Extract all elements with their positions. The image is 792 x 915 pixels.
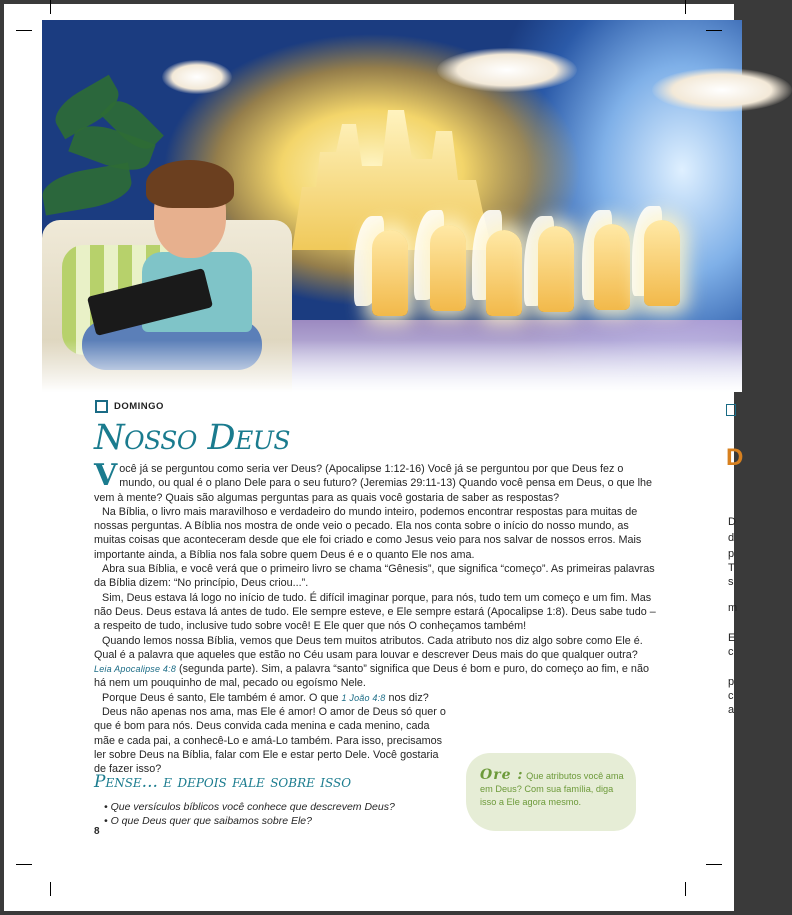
plant-leaf — [39, 162, 134, 215]
paragraph: Sim, Deus estava lá logo no início de tudo. É difícil imaginar porque, para nós, tudo tem um começo e um fim. Mas não Deus. Deus estava lá antes de tudo. Ele sempre esteve, e Ele sempre estará (Apocalipse 1:8). Deus sabe tudo – a respeito de tudo, inclusive tudo sobre você! E Ele quer que nós O conheçamos também! — [94, 591, 656, 633]
crop-mark — [50, 882, 51, 896]
day-label: DOMINGO — [114, 401, 164, 412]
paragraph: Na Bíblia, o livro mais maravilhoso e verdadeiro do mundo inteiro, podemos encontrar respostas para muitas de nossas perguntas. A Bíblia nos mostra de onde veio o pecado. Ela nos conta sobre o início do nosso mundo, as muitas coisas que aconteceram desde que ele foi criado e como Jesus veio para nos salvar de nossos erros. Mais importante ainda, a Bíblia nos fala sobre quem Deus é e o quanto Ele nos ama. — [94, 505, 642, 561]
facing-page-edge: D D d p T s m E c p c a — [724, 404, 738, 764]
lesson-title: Nosso Deus — [94, 418, 291, 458]
paragraph-text: Quando lemos nossa Bíblia, vemos que Deus tem muitos atributos. Cada atributo nos diz algo sobre como Ele é. Qual é a palavra que aqueles que estão no Céu usam para louvar e descrever Deus mais do que qualquer outra? — [94, 634, 643, 661]
page-number: 8 — [94, 826, 100, 837]
hero-fade — [42, 340, 742, 392]
boy-hair — [146, 160, 234, 208]
bible-reference: Leia Apocalipse 4:8 — [94, 664, 177, 675]
think-heading: Pense... e depois fale sobre isso — [94, 772, 352, 792]
angel — [486, 230, 522, 316]
question-item: • O que Deus quer que saibamos sobre Ele? — [104, 815, 312, 827]
paragraph: Abra sua Bíblia, e você verá que o primeiro livro se chama “Gênesis”, que significa “começo”. As primeiras palavras da Bíblia dizem: “No princípio, Deus criou...”. — [94, 563, 655, 590]
pray-callout — [466, 753, 636, 831]
paragraph-text: nos diz? — [388, 691, 429, 704]
paragraph-text: Porque Deus é santo, Ele também é amor. O que — [102, 691, 339, 704]
bible-reference: 1 João 4:8 — [341, 692, 386, 703]
crop-mark — [16, 30, 32, 31]
checkbox-square-icon — [726, 404, 736, 416]
question-list — [104, 800, 395, 828]
flying-angel — [652, 68, 792, 112]
crop-mark — [16, 864, 32, 865]
dove-icon — [162, 60, 232, 94]
paragraph: Deus não apenas nos ama, mas Ele é amor! O amor de Deus só quer o que é bom para nós. Deus convida cada menina e cada menino, cada mãe e cada pai, a conhecê-Lo e amá-Lo também. Para isso, precisamos ler sobre Deus na Bíblia, falar com Ele e estar perto Dele. Você gostaria de fazer isso? — [94, 706, 446, 776]
pray-prompt: Que atributos você ama em Deus? Com sua família, diga isso a Ele agora mesmo. — [480, 771, 624, 807]
paragraph — [94, 634, 656, 691]
lesson-body — [94, 458, 656, 777]
paragraph — [94, 458, 656, 505]
paragraph-text: ocê já se perguntou como seria ver Deus? (Apocalipse 1:12-16) Você já se perguntou por que Deus fez o mundo, ou qual é o plano Dele para o seu futuro? (Jeremias 29:11-13) Quando você pensa em Deus, o que lhe vem à mente? Quais são algumas perguntas para as quais você gostaria de saber as respostas? — [94, 463, 653, 504]
crop-mark — [706, 30, 722, 31]
paragraph-text: (segunda parte). Sim, a palavra “santo” significa que Deus é bom e puro, do começo ao fim, e não há nem um pouquinho de mal, pecado ou egoísmo Nele. — [94, 663, 649, 690]
angel — [430, 225, 466, 311]
drop-cap: V — [94, 458, 118, 493]
angel — [594, 224, 630, 310]
angel — [644, 220, 680, 306]
golden-city — [292, 110, 492, 250]
question-item: • Que versículos bíblicos você conhece que descrevem Deus? — [104, 801, 395, 813]
crop-mark — [50, 0, 51, 14]
flying-angel — [437, 48, 577, 92]
pray-keyword: Ore : — [480, 767, 524, 783]
crop-mark — [685, 882, 686, 896]
crop-mark — [685, 0, 686, 14]
checkbox-square-icon — [95, 400, 108, 413]
pray-text — [480, 769, 628, 809]
angel — [538, 226, 574, 312]
page — [4, 4, 744, 911]
crop-mark — [706, 864, 722, 865]
paragraph — [94, 691, 656, 705]
angel — [372, 230, 408, 316]
hero-illustration — [42, 20, 742, 392]
